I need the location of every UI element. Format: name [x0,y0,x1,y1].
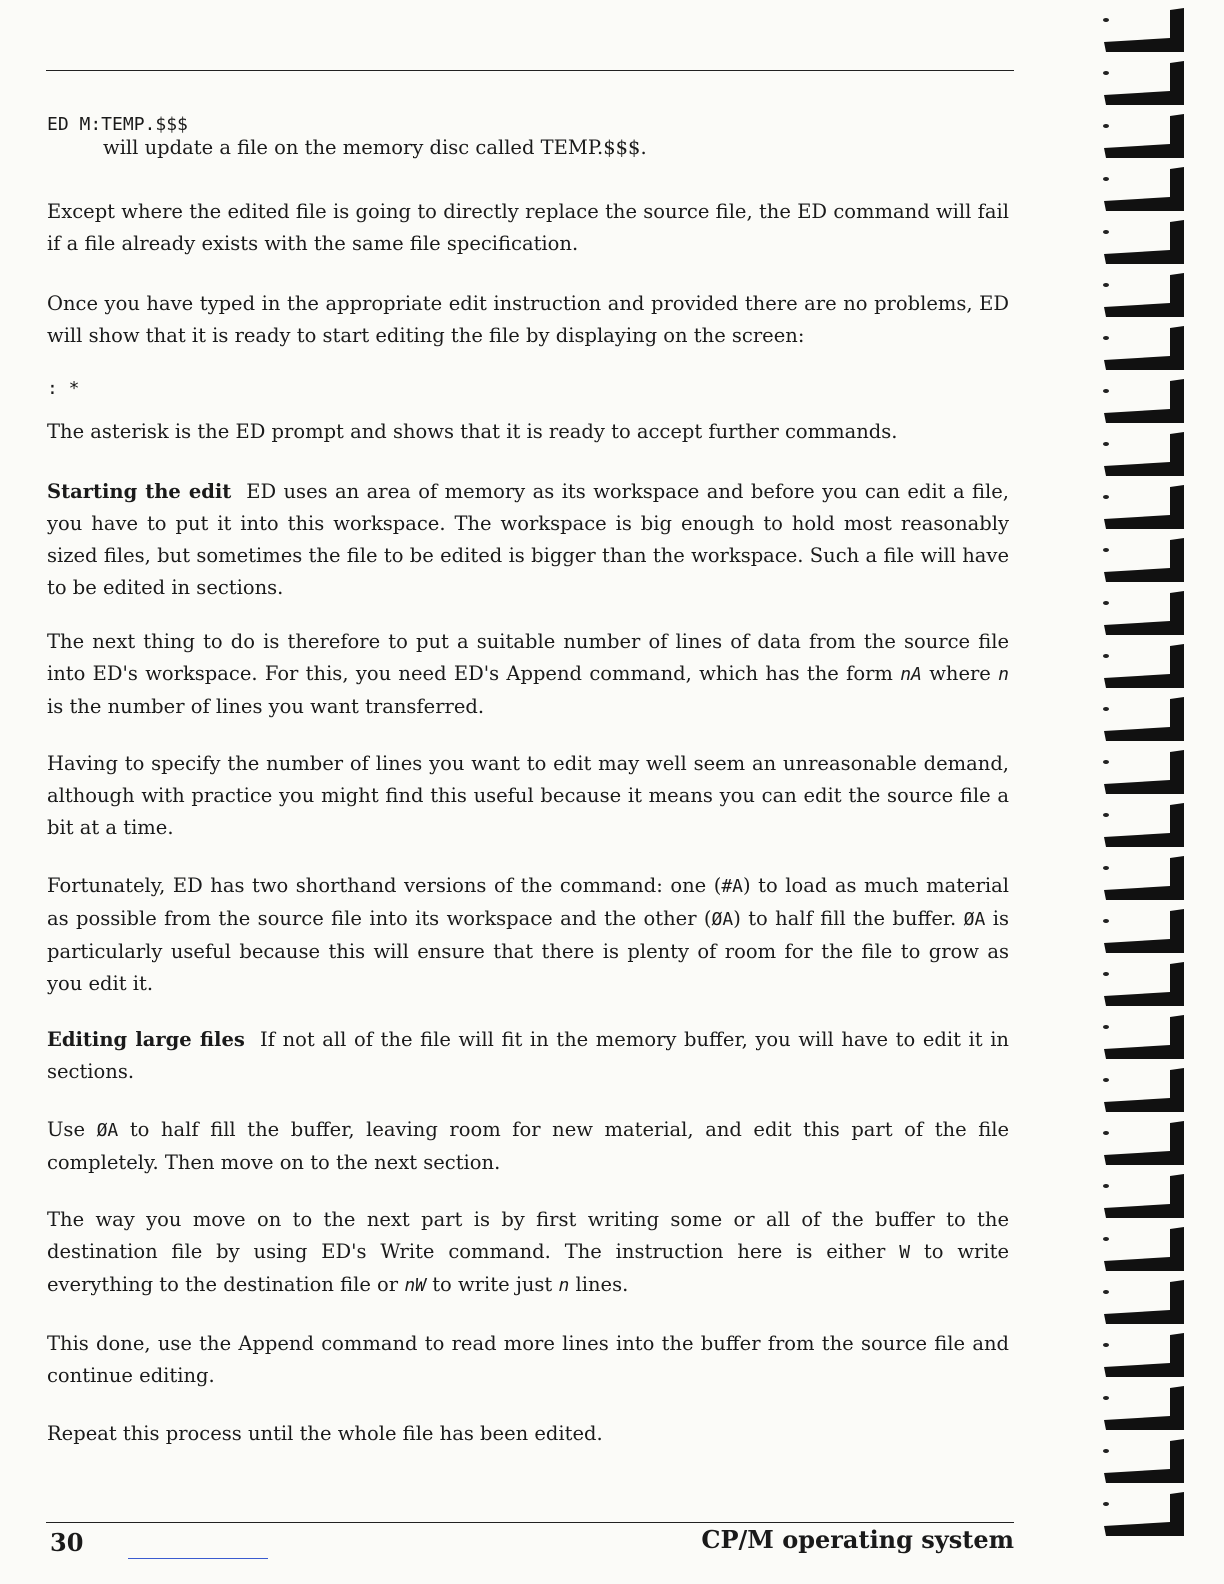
book-title: CP/M operating system [701,1525,1014,1554]
spiral-hook [1103,220,1184,264]
paragraph-having: Having to specify the number of lines you want to edit may well seem an unreasonable demand, although with practice you might find this useful because it means you can edit the source file a bit at a time. [47,752,1009,839]
spiral-hook [1103,1333,1184,1377]
spiral-hook [1103,697,1184,741]
paragraph-fortunately: Fortunately, ED has two shorthand versions of the command: one (#A) to load as much material as possible from the source file into its workspace and the other (ØA) to half fill the buffer. ØA is particularly useful because this will ensure that there is plenty of room for the file to grow as you edit it. [47,874,1009,995]
section-starting-the-edit: Starting the edit ED uses an area of memory as its workspace and before you can edit a file, you have to put it into this workspace. The workspace is big enough to hold most reasonably sized files, but sometimes the file to be edited is bigger than the workspace. Such a file will have to be edited in sections. [47,480,1009,599]
bottom-rule [46,1522,1014,1523]
spiral-hook [1103,1439,1184,1483]
paragraph-except: Except where the edited file is going to directly replace the source file, the ED command will fail if a file already exists with the same file specification. [47,200,1009,255]
spiral-hook [1103,1174,1184,1218]
heading-starting-the-edit: Starting the edit [47,480,232,503]
paragraph-repeat: Repeat this process until the whole file has been edited. [47,1422,603,1445]
spiral-hook [1103,856,1184,900]
spiral-hook [1103,750,1184,794]
command-description: will update a file on the memory disc called TEMP.$$$. [103,136,647,159]
paragraph-way: The way you move on to the next part is by first writing some or all of the buffer to the destination file by using ED's Write command. The instruction here is either W to write everything to the destination file or nW to write just n lines. [47,1208,1009,1296]
paragraph-next-thing: The next thing to do is therefore to put a suitable number of lines of data from the source file into ED's workspace. For this, you need ED's Append command, which has the form nA where n is the number of lines you want transferred. [47,630,1009,718]
heading-editing-large-files: Editing large files [47,1028,245,1051]
paragraph-asterisk: The asterisk is the ED prompt and shows that it is ready to accept further commands. [47,420,898,443]
spiral-hook [1103,803,1184,847]
spiral-hook [1103,644,1184,688]
section-editing-large-files: Editing large files If not all of the file will fit in the memory buffer, you will have to edit it in sections. [47,1028,1009,1083]
spiral-hook [1103,273,1184,317]
spiral-hook [1103,1121,1184,1165]
spiral-hook [1103,485,1184,529]
top-rule [46,70,1014,71]
paragraph-done: This done, use the Append command to read more lines into the buffer from the source file and continue editing. [47,1332,1009,1387]
spiral-hook [1103,1492,1184,1536]
spiral-hook [1103,962,1184,1006]
prompt-display: : * [47,378,80,399]
blue-underline-mark [128,1558,268,1559]
spiral-hook [1103,326,1184,370]
command-line: ED M:TEMP.$$$ [47,114,188,135]
spiral-hook [1103,1227,1184,1271]
spiral-hook [1103,379,1184,423]
paragraph-once: Once you have typed in the appropriate edit instruction and provided there are no problems, ED will show that it is ready to start editing the file by displaying on the screen: [47,292,1009,347]
spiral-hook [1103,61,1184,105]
spiral-hook [1103,8,1184,52]
spiral-hook [1103,1015,1184,1059]
paragraph-use: Use ØA to half fill the buffer, leaving room for new material, and edit this part of the file completely. Then move on to the next section. [47,1118,1009,1174]
spiral-hook [1103,591,1184,635]
spiral-hook [1103,909,1184,953]
spiral-hook [1103,538,1184,582]
spiral-hook [1103,1068,1184,1112]
spiral-binding [1092,0,1224,1584]
spiral-hook [1103,114,1184,158]
page-number: 30 [50,1528,84,1557]
spiral-hook [1103,1386,1184,1430]
spiral-hook [1103,167,1184,211]
spiral-hook [1103,432,1184,476]
spiral-hook [1103,1280,1184,1324]
